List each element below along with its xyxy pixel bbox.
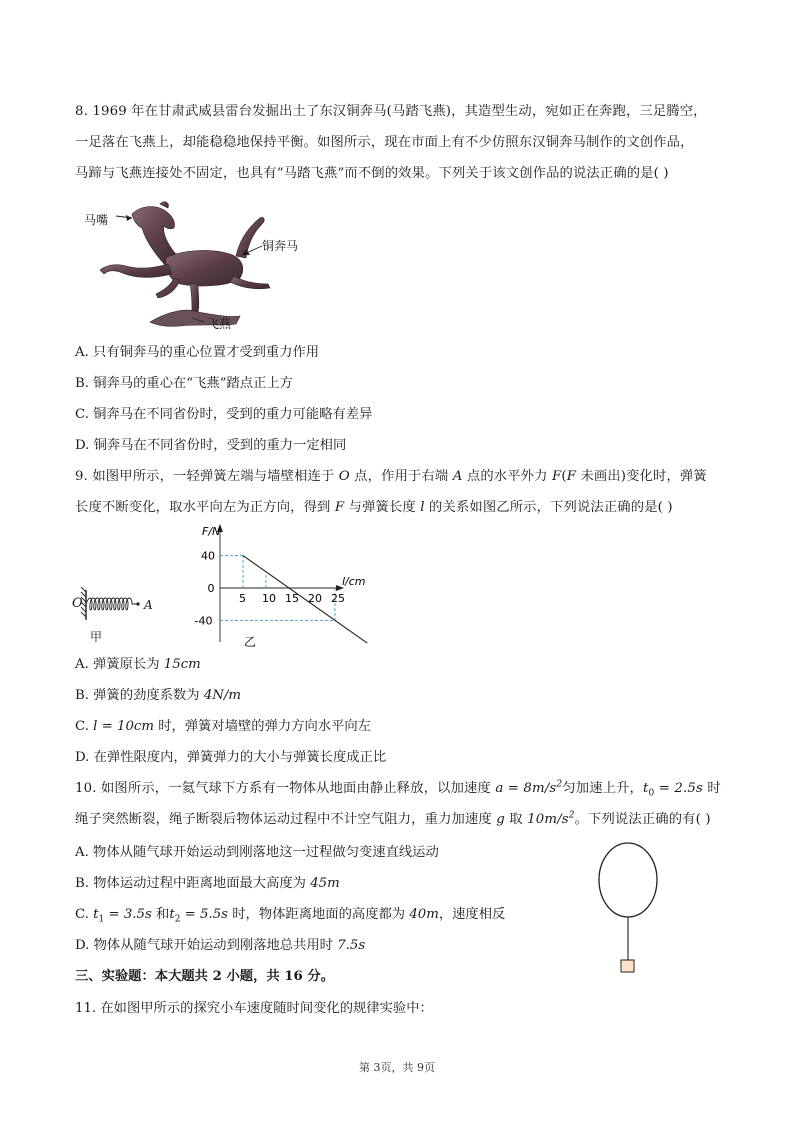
q8-option-d: D. 铜奔马在不同省份时，受到的重力一定相同	[75, 438, 347, 453]
force-length-chart	[178, 522, 378, 652]
chart-y-tick-label: 40	[201, 549, 215, 563]
q9-line-1: 9. 如图甲所示，一轻弹簧左端与墙壁相连于 O 点，作用于右端 A 点的水平外力 F(F 未画出)变化时，弹簧	[75, 469, 707, 484]
q10-option-b: B. 物体运动过程中距离地面最大高度为 45m	[75, 876, 340, 891]
q10-option-d: D. 物体从随气球开始运动到刚落地总共用时 7.5s	[75, 938, 366, 953]
balloon-figure	[592, 840, 664, 975]
q9-option-d: D. 在弹性限度内，弹簧弹力的大小与弹簧长度成正比	[75, 750, 387, 765]
object-block-icon	[621, 960, 634, 972]
chart-x-tick-label: 10	[262, 592, 276, 605]
q8-line-2: 一足落在飞燕上，却能稳稳地保持平衡。如图所示，现在市面上有不少仿照东汉铜奔马制作的文创作品，	[75, 135, 694, 150]
q10-option-a: A. 物体从随气球开始运动到刚落地这一过程做匀变速直线运动	[75, 845, 439, 860]
label-horse: 铜奔马	[262, 239, 299, 253]
chart-x-tick-label: 5	[239, 592, 246, 605]
spring-wall-figure	[72, 580, 162, 650]
spring-coil-icon	[86, 598, 138, 610]
chart-x-tick-label: 25	[331, 592, 345, 605]
q8-option-c: C. 铜奔马在不同省份时，受到的重力可能略有差异	[75, 407, 373, 422]
chart-y-tick-label: -40	[194, 614, 213, 628]
bronze-horse-figure	[80, 198, 310, 333]
q9-option-a: A. 弹簧原长为 15cm	[75, 657, 201, 672]
q9-option-b: B. 弹簧的劲度系数为 4N/m	[75, 688, 242, 703]
fig-jia-point-a: A	[144, 598, 153, 612]
q10-line-2: 绳子突然断裂，绳子断裂后物体运动过程中不计空气阻力，重力加速度 g 取 $10m/s^2$。下列说法正确的有( )	[75, 810, 711, 827]
section-3-heading: 三、实验题：本大题共 2 小题，共 16 分。	[75, 969, 335, 984]
fig-jia-caption: 甲	[90, 630, 103, 644]
chart-x-tick-label: 15	[285, 592, 299, 605]
q8-option-a: A. 只有铜奔马的重心位置才受到重力作用	[75, 345, 320, 360]
q8-line-3: 马蹄与飞燕连接处不固定，也具有“马踏飞燕”而不倒的效果。下列关于该文创作品的说法正确的是( )	[75, 166, 669, 181]
page-footer: 第 3页，共 9页	[359, 1061, 435, 1074]
q10-line-1: 10. 如图所示，一氦气球下方系有一物体从地面由静止释放，以加速度 $a = 8m/s^2$匀加速上升，$t_0 = 2.5s$ 时	[75, 779, 721, 799]
chart-y-label: F/N	[202, 525, 221, 538]
q8-line-1: 8. 1969 年在甘肃武威县雷台发掘出土了东汉铜奔马(马踏飞燕)，其造型生动，宛如正在奔跑，三足腾空，	[75, 104, 707, 119]
horse-icon	[100, 202, 270, 312]
balloon-icon	[599, 843, 657, 917]
q11-line-1: 11. 在如图甲所示的探究小车速度随时间变化的规律实验中：	[75, 1001, 433, 1016]
q9-option-c: C. l = 10cm 时，弹簧对墙壁的弹力方向水平向左	[75, 719, 371, 734]
label-swallow: 飞燕	[207, 317, 232, 331]
fig-jia-point-o: O	[72, 596, 83, 611]
chart-y-tick-label: 0	[207, 582, 215, 595]
chart-x-label: l/cm	[342, 575, 366, 588]
q9-line-2: 长度不断变化，取水平向左为正方向，得到 F 与弹簧长度 l 的关系如图乙所示，下列说法正确的是( )	[75, 500, 673, 515]
q10-option-c: C. $t_1 = 3.5s$ 和$t_2 = 5.5s$ 时，物体距离地面的高度都为 40m，速度相反	[75, 907, 506, 925]
label-mouth: 马嘴	[84, 213, 109, 227]
chart-title: 乙	[244, 635, 257, 649]
q8-option-b: B. 铜奔马的重心在“飞燕”踏点正上方	[75, 376, 293, 391]
chart-x-tick-label: 20	[308, 592, 322, 605]
